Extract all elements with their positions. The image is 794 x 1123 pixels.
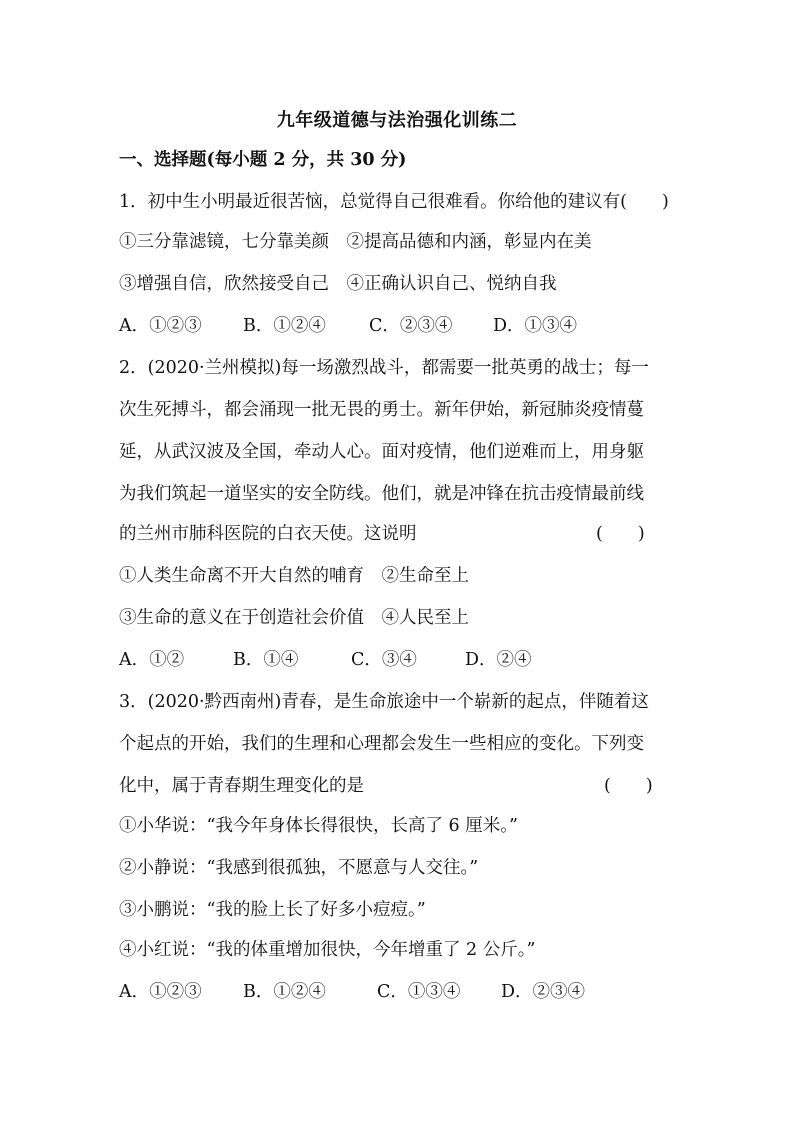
question-1-stem: 1．初中生小明最近很苦恼，总觉得自己很难看。你给他的建议有( )	[119, 192, 669, 212]
question-1-item-line-2: ③增强自信，欣然接受自己 ④正确认识自己、悦纳自我	[119, 274, 557, 294]
question-3-item-line-4: ④小红说：“我的体重增加很快，今年增重了 2 公斤。”	[119, 940, 536, 960]
section-heading: 一、选择题(每小题 2 分，共 30 分)	[119, 150, 407, 170]
question-3-stem-line-1: 3．(2020·黔西南州)青春，是生命旅途中一个崭新的起点，伴随着这	[119, 692, 649, 712]
page-title: 九年级道德与法治强化训练二	[276, 110, 518, 131]
question-3-item-line-1: ①小华说：“我今年身体长得很快，长高了 6 厘米。”	[119, 816, 518, 836]
question-2-stem-line-4: 为我们筑起一道坚实的安全防线。他们，就是冲锋在抗击疫情最前线	[119, 484, 644, 504]
option-a: A．①②③	[119, 982, 202, 1002]
option-b: B．①④	[233, 650, 299, 670]
option-b: B．①②④	[243, 982, 326, 1002]
question-3-stem-line-3: 化中，属于青春期生理变化的是	[119, 776, 364, 796]
option-c: C．②③④	[369, 316, 453, 336]
question-2-stem-line-2: 次生死搏斗，都会涌现一批无畏的勇士。新年伊始，新冠肺炎疫情蔓	[119, 400, 644, 420]
answer-bracket: ( )	[604, 776, 653, 796]
question-2-item-line-1: ①人类生命离不开大自然的哺育 ②生命至上	[119, 566, 469, 586]
question-2-item-line-2: ③生命的意义在于创造社会价值 ④人民至上	[119, 608, 469, 628]
question-2-stem-line-1: 2．(2020·兰州模拟)每一场激烈战斗，都需要一批英勇的战士；每一	[119, 358, 649, 378]
question-1-item-line-1: ①三分靠滤镜，七分靠美颜 ②提高品德和内涵，彰显内在美	[119, 232, 592, 252]
option-d: D．②③④	[501, 982, 586, 1002]
option-c: C．③④	[351, 650, 417, 670]
question-1-options	[119, 314, 577, 338]
option-d: D．②④	[465, 650, 532, 670]
option-b: B．①②④	[243, 316, 326, 336]
question-3-item-line-3: ③小鹏说：“我的脸上长了好多小痘痘。”	[119, 900, 426, 920]
question-3-stem-line-2: 个起点的开始，我们的生理和心理都会发生一些相应的变化。下列变	[119, 734, 644, 754]
question-2-options	[119, 648, 532, 672]
option-a: A．①②	[119, 650, 185, 670]
answer-bracket: ( )	[596, 524, 645, 544]
question-2-stem-line-3: 延，从武汉波及全国，牵动人心。面对疫情，他们逆难而上，用身躯	[119, 442, 644, 462]
question-2-stem-line-5: 的兰州市肺科医院的白衣天使。这说明	[119, 524, 417, 544]
question-3-item-line-2: ②小静说：“我感到很孤独，不愿意与人交往。”	[119, 858, 479, 878]
option-d: D．①③④	[493, 316, 578, 336]
option-a: A．①②③	[119, 316, 202, 336]
question-3-options	[119, 980, 585, 1004]
option-c: C．①③④	[377, 982, 461, 1002]
